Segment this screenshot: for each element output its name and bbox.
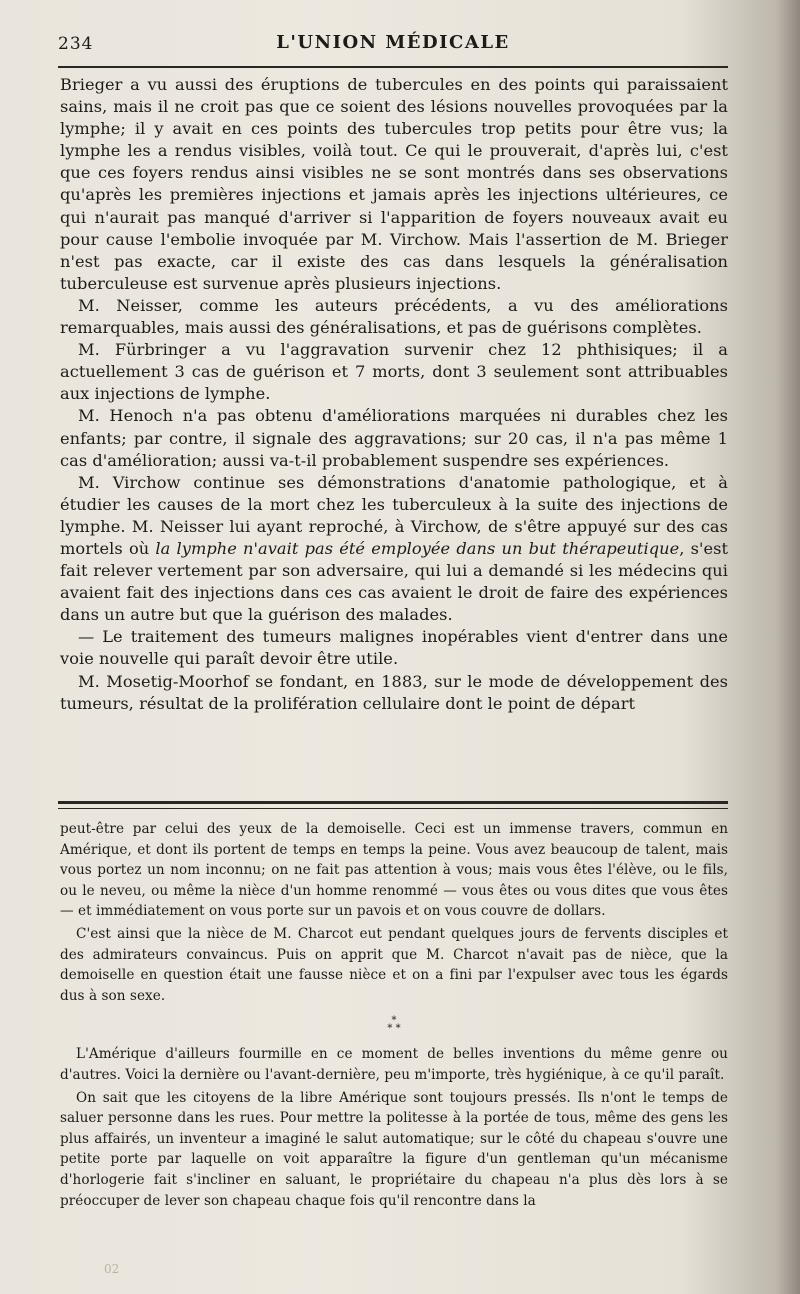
virchow-text-end: , s'est fait relever vertement par son adversaire, qui lui a demandé si les médecins qui avaient fait des injections dans ces cas avaient le droit de faire des expériences dans un autre but que la guérison des malades. xyxy=(60,538,728,625)
footnote-paragraph: peut-être par celui des yeux de la demoiselle. Ceci est un immense travers, commun en Amérique, et dont ils portent de temps en temps la peine. Vous avez beaucoup de talent, mais vous portez un nom inconnu; on ne fait pas attention à vous; mais vous êtes l'élève, ou le fils, ou le neveu, ou même la nièce d'un homme renommé — vous êtes ou vous dites que vous êtes — et immédiatement on vous porte sur un pavois et on vous couvre de dollars. xyxy=(60,821,728,920)
signature-mark: 02 xyxy=(104,1262,120,1276)
header-rule xyxy=(58,66,728,68)
paragraph-henoch: M. Henoch n'a pas obtenu d'améliorations marquées ni durables chez les enfants; par contre, il signale des aggravations; sur 20 cas, il n'a pas même 1 cas d'amélioration; aussi va-t-il probablement suspendre ses expériences. xyxy=(60,406,728,470)
paragraph-furbringer: M. Fürbringer a vu l'aggravation survenir chez 12 phthisiques; il a actuellement 3 cas de guérison et 7 morts, dont 3 seulement sont attribuables aux injections de lymphe. xyxy=(60,340,728,404)
virchow-text-start: M. Virchow continue ses démonstrations d'anatomie pathologique, et à étudier les causes de la mort chez les tuberculeux à la suite des injections de lymphe. M. Neisser lui ayant reproché, à Virchow, de s'être appuyé sur des cas mortels où xyxy=(60,472,728,558)
virchow-italic-quote: la lymphe n'avait pas été employée dans un but thérapeutique xyxy=(155,538,680,558)
running-title: L'UNION MÉDICALE xyxy=(276,32,510,53)
paragraph-neisser: M. Neisser, comme les auteurs précédents, a vu des améliorations remarquables, mais aussi des généralisations, et pas de guérisons complètes. xyxy=(60,295,728,338)
footnote-paragraph: On sait que les citoyens de la libre Amérique sont toujours pressés. Ils n'ont le temps de saluer personne dans les rues. Pour mettre la politesse à la portée de tous, même des gens les plus affairés, un inventeur a imaginé le salut automatique; sur le côté du chapeau s'ouvre une petite porte par laquelle on voit apparaître la figure d'un gentleman qu'un mécanisme d'horlogerie fait s'incliner en saluant, le propriétaire du chapeau n'a plus dès lors à se préoccuper de lever son chapeau chaque fois qu'il rencontre dans la xyxy=(60,1089,728,1209)
page-number: 234 xyxy=(58,34,94,54)
footnote-separator-rule xyxy=(58,801,728,809)
footnote-paragraph: C'est ainsi que la nièce de M. Charcot eut pendant quelques jours de fervents disciples et des admirateurs convaincus. Puis on apprit que M. Charcot n'avait pas de nièce, que la demoiselle en question était une fausse nièce et on a fini par l'expulser avec tous les égards dus à son sexe. xyxy=(60,925,728,1004)
paragraph-tumeurs: — Le traitement des tumeurs malignes inopérables vient d'entrer dans une voie nouvelle qui paraît devoir être utile. xyxy=(60,627,728,669)
asterism-separator xyxy=(60,1015,728,1035)
asterism-top: * xyxy=(391,1015,397,1027)
asterism-bottom: * * xyxy=(387,1023,401,1035)
paragraph-virchow xyxy=(60,472,728,627)
main-text xyxy=(60,74,728,715)
page-header xyxy=(58,30,728,56)
paragraph-mosetig: M. Mosetig-Moorhof se fondant, en 1883, sur le mode de développement des tumeurs, résultat de la prolifération cellulaire dont le point de départ xyxy=(60,671,728,713)
footnote-paragraph: L'Amérique d'ailleurs fourmille en ce moment de belles inventions du même genre ou d'autres. Voici la dernière ou l'avant-dernière, peu m'importe, très hygiénique, à ce qu'il paraît. xyxy=(60,1046,728,1083)
footnote-feuilleton xyxy=(60,819,728,1211)
paragraph-brieger: Brieger a vu aussi des éruptions de tubercules en des points qui paraissaient sains, mais il ne croit pas que ce soient des lésions nouvelles provoquées par la lymphe; il y avait en ces points des tubercules trop petits pour être vus; la lymphe les a rendus visibles, voilà tout. Ce qui le prouverait, d'après lui, c'est que ces foyers rendus ainsi visibles ne se sont montrés dans ses observations qu'après les premières injections et jamais après les injections ultérieures, ce qui n'aurait pas manqué d'arriver si l'apparition de foyers nouveaux avait eu pour cause l'embolie invoquée par M. Virchow. Mais l'assertion de M. Brieger n'est pas exacte, car il existe des cas dans lesquels la généralisation tuberculeuse est survenue après plusieurs injections. xyxy=(60,75,728,293)
